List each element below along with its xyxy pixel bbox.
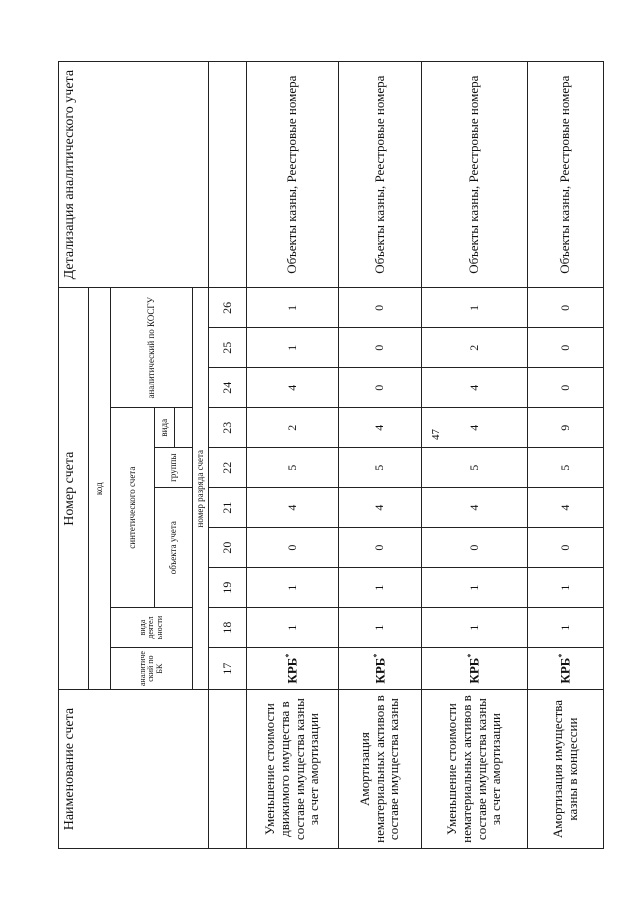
detail-cell: Объекты казны, Реестровые номера — [422, 62, 528, 288]
column-number: 26 — [209, 288, 247, 328]
header-object: объекта учета — [155, 488, 193, 608]
column-number: 20 — [209, 528, 247, 568]
digit-cell: 4 — [247, 368, 339, 408]
column-number: 24 — [209, 368, 247, 408]
column-number: 25 — [209, 328, 247, 368]
digit-cell: 0 — [528, 328, 604, 368]
digit-cell: 1 — [528, 568, 604, 608]
column-number-blank-left — [209, 690, 247, 849]
digit-cell: 1 — [247, 568, 339, 608]
column-number: 21 — [209, 488, 247, 528]
digit-cell: 4 — [339, 488, 422, 528]
account-name: Уменьшение стоимости движимого имущества в составе имущества казны за счет амортизации — [247, 690, 339, 849]
digit-cell: 1 — [528, 608, 604, 648]
digit-cell: 0 — [339, 368, 422, 408]
digit-cell: 5 — [339, 448, 422, 488]
header-name: Наименование счета — [59, 690, 209, 849]
digit-cell: 4 — [422, 488, 528, 528]
header-code: код — [89, 288, 111, 690]
account-name: Амортизация нематериальных активов в составе имущества казны — [339, 690, 422, 849]
detail-cell: Объекты казны, Реестровые номера — [339, 62, 422, 288]
page-number: 47 — [430, 429, 442, 440]
analytic-bk-code: КРБ* — [528, 648, 604, 690]
header-activity-type: вида деятел ьности — [111, 608, 193, 648]
digit-cell: 4 — [422, 408, 528, 448]
digit-cell: 0 — [339, 328, 422, 368]
digit-cell: 1 — [247, 608, 339, 648]
header-detail: Детализация аналитического учета — [59, 62, 209, 288]
digit-cell: 1 — [247, 328, 339, 368]
analytic-bk-code: КРБ* — [247, 648, 339, 690]
digit-cell: 0 — [339, 528, 422, 568]
digit-cell: 1 — [247, 288, 339, 328]
digit-cell: 0 — [247, 528, 339, 568]
column-number: 23 — [209, 408, 247, 448]
header-rank-number: номер разряда счета — [193, 288, 209, 690]
accounts-table-rotated — [58, 61, 583, 849]
digit-cell: 1 — [422, 288, 528, 328]
header-row-1 — [59, 62, 89, 849]
digit-cell: 4 — [422, 368, 528, 408]
account-name: Амортизация имущества казны в концессии — [528, 690, 604, 849]
table-row — [528, 62, 604, 849]
digit-cell: 1 — [339, 568, 422, 608]
digit-cell: 0 — [339, 288, 422, 328]
table-row — [339, 62, 422, 849]
header-kind-sub — [175, 408, 193, 448]
digit-cell: 1 — [339, 608, 422, 648]
column-number: 18 — [209, 608, 247, 648]
column-number-blank-right — [209, 62, 247, 288]
digit-cell: 0 — [422, 528, 528, 568]
account-name: Уменьшение стоимости нематериальных активов в составе имущества казны за счет амортизации — [422, 690, 528, 849]
digit-cell: 4 — [247, 488, 339, 528]
digit-cell: 0 — [528, 368, 604, 408]
column-number: 19 — [209, 568, 247, 608]
table-row — [422, 62, 528, 849]
digit-cell: 5 — [247, 448, 339, 488]
detail-cell: Объекты казны, Реестровые номера — [528, 62, 604, 288]
accounts-table — [58, 61, 604, 849]
digit-cell: 0 — [528, 288, 604, 328]
digit-cell: 5 — [528, 448, 604, 488]
analytic-bk-code: КРБ* — [339, 648, 422, 690]
header-group: группы — [155, 448, 193, 488]
column-number: 17 — [209, 648, 247, 690]
digit-cell: 4 — [528, 488, 604, 528]
header-kind: вида — [155, 408, 175, 448]
digit-cell: 9 — [528, 408, 604, 448]
detail-cell: Объекты казны, Реестровые номера — [247, 62, 339, 288]
accounts-table-frame — [58, 61, 583, 849]
header-account-number: Номер счета — [59, 288, 89, 690]
digit-cell: 4 — [339, 408, 422, 448]
analytic-bk-code: КРБ* — [422, 648, 528, 690]
digit-cell: 2 — [247, 408, 339, 448]
digit-cell: 1 — [422, 608, 528, 648]
digit-cell: 5 — [422, 448, 528, 488]
column-number: 22 — [209, 448, 247, 488]
table-row — [247, 62, 339, 849]
header-synthetic: синтетического счета — [111, 408, 155, 608]
digit-cell: 2 — [422, 328, 528, 368]
header-analytic-kosgu: аналитический по КОСГУ — [111, 288, 193, 408]
digit-cell: 0 — [528, 528, 604, 568]
column-number-row — [209, 62, 247, 849]
header-analytic-bk: аналитиче ский по БК — [111, 648, 193, 690]
digit-cell: 1 — [422, 568, 528, 608]
